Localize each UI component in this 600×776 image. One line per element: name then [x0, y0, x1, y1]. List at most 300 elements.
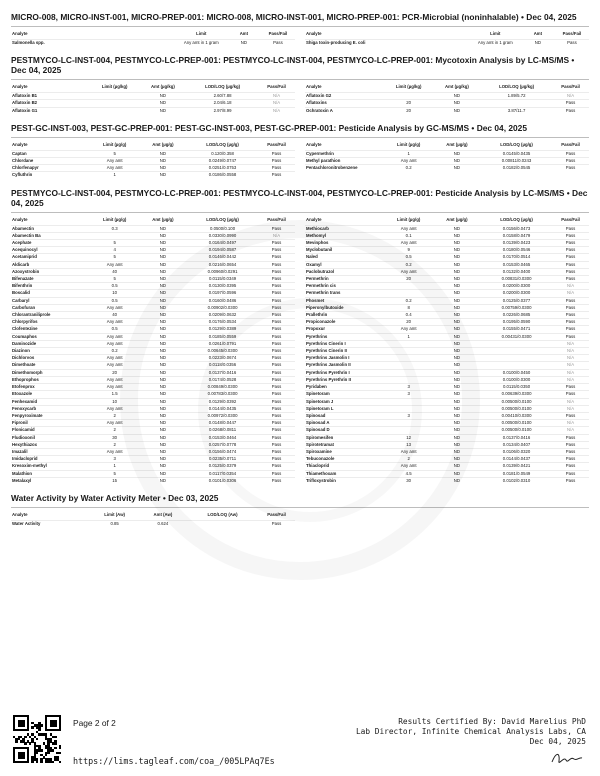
- table-cell: 0.3: [91, 225, 139, 232]
- table-cell: ND: [433, 369, 481, 376]
- table-cell: ND: [139, 268, 187, 275]
- qr-module: [40, 724, 42, 726]
- table-cell: [385, 398, 433, 405]
- table-cell: 0.0125/0.0377: [481, 297, 552, 304]
- table-cell: 0.0139/0.0421: [481, 463, 552, 470]
- table-cell: ND: [433, 232, 481, 239]
- table-cell: Pass: [552, 297, 589, 304]
- table-cell: Pass: [258, 326, 295, 333]
- column-header: Amt (µg/g): [446, 141, 468, 147]
- table-cell: [385, 405, 433, 412]
- table-row: [305, 441, 589, 448]
- analyte-name: Aldicarb: [11, 261, 91, 268]
- table-cell: 0.0144/0.0435: [187, 405, 258, 412]
- column-header: Amt (µg/g): [152, 216, 174, 222]
- table-row: [11, 333, 295, 340]
- column-header: Amt (µg/kg): [151, 84, 175, 90]
- table-cell: 1: [91, 172, 139, 179]
- table-row: [11, 232, 295, 239]
- table-cell: 0.0102/0.0310: [481, 477, 552, 484]
- table-cell: 0.0129/0.0389: [187, 326, 258, 333]
- table-cell: Pass: [258, 384, 295, 391]
- table-cell: 0.0144/0.0437: [481, 456, 552, 463]
- table-cell: ND: [433, 340, 481, 347]
- table-row: [305, 412, 589, 419]
- column-header: Pass/Fail: [561, 216, 580, 222]
- table-cell: ND: [433, 348, 481, 355]
- qr-module: [40, 761, 42, 763]
- table-cell: ND: [433, 362, 481, 369]
- table-cell: Pass: [552, 261, 589, 268]
- table-cell: 2.60/7.88: [187, 93, 258, 100]
- results-column-right: [305, 140, 589, 179]
- table-cell: 0.120/0.358: [187, 150, 258, 157]
- table-row: [305, 348, 589, 355]
- analyte-name: Methomyl: [305, 232, 385, 239]
- table-cell: Pass: [258, 172, 295, 179]
- table-row: [11, 297, 295, 304]
- column-header: Analyte: [12, 31, 28, 36]
- table-cell: 3: [385, 384, 433, 391]
- table-cell: ND: [433, 276, 481, 283]
- table-cell: Pass: [552, 333, 589, 340]
- column-header: Limit (Aw): [104, 511, 125, 517]
- result-section: [11, 188, 589, 484]
- analyte-name: Pentachloronitrobenzene: [305, 165, 385, 172]
- column-header: LOD/LOQ (µg/kg): [205, 84, 241, 90]
- table-cell: ND: [433, 297, 481, 304]
- table-row: [305, 297, 589, 304]
- table-cell: Pass: [258, 290, 295, 297]
- table-cell: Pass: [258, 405, 295, 412]
- table-cell: ND: [433, 165, 481, 172]
- table-cell: 13: [385, 441, 433, 448]
- table-cell: ND: [139, 405, 187, 412]
- table-cell: 0.4: [385, 312, 433, 319]
- table-row: [11, 290, 295, 297]
- table-cell: 3: [385, 391, 433, 398]
- results-table: [11, 215, 295, 484]
- qr-module: [38, 729, 40, 731]
- qr-module: [27, 729, 29, 731]
- table-cell: 0.2: [385, 165, 433, 172]
- table-cell: ND: [139, 477, 187, 484]
- results-column-left: [11, 82, 295, 114]
- table-cell: ND: [139, 441, 187, 448]
- analyte-name: Kresoxim-methyl: [11, 463, 91, 470]
- analyte-name: Permethrin trans: [305, 290, 385, 297]
- table-row: [11, 427, 295, 434]
- qr-module: [52, 749, 54, 751]
- section-columns: [11, 215, 589, 484]
- table-cell: 0.0139/0.0423: [481, 240, 552, 247]
- table-cell: Pass: [552, 158, 589, 165]
- table-cell: 0.00811/0.0243: [481, 158, 552, 165]
- result-section: [11, 493, 589, 527]
- table-cell: 0.0209/0.0632: [187, 312, 258, 319]
- table-cell: 2: [385, 456, 433, 463]
- table-cell: 0.0251/0.0753: [187, 165, 258, 172]
- analyte-name: Propiconazole: [305, 319, 385, 326]
- analyte-name: Fenoxycarb: [11, 405, 91, 412]
- column-header: Pass/Fail: [561, 84, 580, 90]
- table-row: [11, 254, 295, 261]
- table-cell: 0.0100/0.0300: [481, 376, 552, 383]
- table-row: [11, 340, 295, 347]
- table-cell: N/A: [552, 348, 589, 355]
- column-header: Limit (µg/g): [103, 141, 127, 147]
- page-number: Page 2 of 2: [73, 718, 116, 728]
- table-cell: ND: [433, 405, 481, 412]
- table-row: [11, 304, 295, 311]
- analyte-name: Coumaphos: [11, 333, 91, 340]
- table-row: [305, 268, 589, 275]
- table-row: [305, 165, 589, 172]
- table-cell: 0.0137/0.0416: [187, 369, 258, 376]
- table-cell: [187, 520, 258, 527]
- section-title: PESTMYCO-LC-INST-004, PESTMYCO-LC-PREP-001: PESTMYCO-LC-INST-004, PESTMYCO-LC-PREP-001: Pesticide Analysis by LC-MS/MS • Dec 04, 2025: [11, 188, 589, 213]
- table-cell: Pass: [552, 391, 589, 398]
- table-cell: ND: [139, 355, 187, 362]
- table-row: [11, 261, 295, 268]
- table-cell: 10: [91, 290, 139, 297]
- table-row: [305, 340, 589, 347]
- table-cell: Pass: [552, 268, 589, 275]
- table-cell: [481, 340, 552, 347]
- analyte-name: Boscalid: [11, 290, 91, 297]
- table-cell: Pass: [258, 158, 295, 165]
- table-cell: [91, 100, 139, 107]
- table-cell: Pass: [258, 362, 295, 369]
- table-cell: 0.0146/0.0442: [187, 254, 258, 261]
- table-cell: ND: [139, 261, 187, 268]
- table-cell: Pass: [552, 456, 589, 463]
- table-cell: ND: [433, 441, 481, 448]
- table-cell: Pass: [552, 276, 589, 283]
- table-cell: ND: [433, 240, 481, 247]
- table-cell: 0.0101/0.0306: [187, 477, 258, 484]
- table-cell: 0.0176/0.0534: [187, 319, 258, 326]
- table-cell: N/A: [552, 369, 589, 376]
- table-cell: ND: [227, 40, 261, 47]
- result-section: [11, 123, 589, 179]
- table-cell: 3: [385, 412, 433, 419]
- table-row: [11, 405, 295, 412]
- table-cell: 9: [385, 247, 433, 254]
- table-cell: 0.0170/0.0514: [481, 254, 552, 261]
- certified-by: Results Certified By: David Marelius PhD: [398, 717, 586, 726]
- analyte-name: Pyrethrins Pyrethrin I: [305, 369, 385, 376]
- table-cell: 20: [385, 276, 433, 283]
- table-cell: Pass: [258, 355, 295, 362]
- analyte-name: Spiroxamine: [305, 448, 385, 455]
- table-row: [305, 304, 589, 311]
- column-header: Limit (µg/kg): [101, 84, 128, 90]
- table-cell: Pass: [552, 240, 589, 247]
- table-cell: 0.0100/0.0450: [481, 369, 552, 376]
- table-cell: Any amt: [91, 304, 139, 311]
- column-header: Amt (µg/g): [446, 216, 468, 222]
- table-cell: 0.0106/0.0320: [481, 448, 552, 455]
- table-row: [11, 172, 295, 179]
- table-row: [11, 362, 295, 369]
- qr-module: [24, 742, 26, 744]
- analyte-name: Thiamethoxam: [305, 470, 385, 477]
- qr-module: [24, 736, 26, 738]
- table-cell: ND: [433, 254, 481, 261]
- column-header: Limit (µg/g): [397, 141, 421, 147]
- table-cell: [481, 362, 552, 369]
- table-cell: 2: [91, 427, 139, 434]
- results-column-right: [305, 215, 589, 484]
- table-cell: Pass: [258, 376, 295, 383]
- table-cell: 12: [385, 434, 433, 441]
- qr-module: [45, 754, 47, 756]
- analyte-name: Salmonella spp.: [11, 40, 176, 47]
- table-cell: ND: [433, 225, 481, 232]
- table-row: [305, 100, 589, 107]
- table-cell: ND: [521, 40, 555, 47]
- table-row: [11, 165, 295, 172]
- coa-link[interactable]: https://lims.tagleaf.com/coa_/005LPAq7Es: [73, 756, 275, 766]
- table-cell: Pass: [258, 340, 295, 347]
- table-cell: Pass: [258, 225, 295, 232]
- table-row: [305, 225, 589, 232]
- analyte-name: Methyl parathion: [305, 158, 385, 165]
- table-row: [11, 456, 295, 463]
- table-cell: [481, 348, 552, 355]
- table-cell: 0.624: [139, 520, 187, 527]
- table-cell: 0.0185/0.0559: [187, 333, 258, 340]
- table-row: [11, 441, 295, 448]
- analyte-name: Dimethoate: [11, 362, 91, 369]
- table-row: [11, 100, 295, 107]
- column-header: Analyte: [306, 141, 322, 147]
- column-header: LOD/LOQ (Aw): [207, 511, 238, 517]
- analyte-name: Phosmet: [305, 297, 385, 304]
- table-cell: Pass: [258, 348, 295, 355]
- analyte-name: Pyrethrins Cinerin II: [305, 348, 385, 355]
- results-column-right: [305, 82, 589, 114]
- column-header: Amt: [239, 31, 249, 36]
- table-cell: [385, 348, 433, 355]
- column-header: Amt: [533, 31, 543, 36]
- qr-code-icon[interactable]: [13, 715, 61, 763]
- table-row: [11, 348, 295, 355]
- section-title: PEST-GC-INST-003, PEST-GC-PREP-001: PEST-GC-INST-003, PEST-GC-PREP-001: Pesticide Analysis by GC-MS/MS • Dec 04, 2025: [11, 123, 589, 138]
- table-cell: ND: [139, 434, 187, 441]
- table-cell: Pass: [552, 412, 589, 419]
- table-cell: 0.0118/0.0356: [187, 362, 258, 369]
- qr-module: [22, 756, 24, 758]
- table-cell: ND: [139, 297, 187, 304]
- analyte-name: Cypermethrin: [305, 150, 385, 157]
- table-row: [305, 456, 589, 463]
- table-cell: Pass: [258, 319, 295, 326]
- table-cell: N/A: [258, 93, 295, 100]
- table-cell: [385, 369, 433, 376]
- analyte-name: Pyrethrins Cinerin I: [305, 340, 385, 347]
- table-cell: 1.5: [91, 391, 139, 398]
- table-row: [11, 391, 295, 398]
- table-cell: Pass: [552, 247, 589, 254]
- table-cell: 30: [385, 477, 433, 484]
- table-row: [305, 312, 589, 319]
- table-cell: 20: [91, 369, 139, 376]
- table-cell: Any amt: [91, 362, 139, 369]
- table-row: [305, 470, 589, 477]
- table-cell: 0.0223/0.0674: [187, 355, 258, 362]
- column-header: Analyte: [12, 216, 28, 222]
- analyte-name: Oxamyl: [305, 261, 385, 268]
- analyte-name: Pyrethrins Pyrethrin II: [305, 376, 385, 383]
- results-table: [11, 29, 295, 46]
- table-cell: 0.5: [91, 326, 139, 333]
- analyte-name: Water Activity: [11, 520, 91, 527]
- table-row: [305, 355, 589, 362]
- table-cell: 0.00783/0.0300: [187, 391, 258, 398]
- table-cell: 0.00410/0.0300: [481, 412, 552, 419]
- analyte-name: Fenpyroximate: [11, 412, 91, 419]
- table-cell: N/A: [552, 283, 589, 290]
- table-row: [305, 107, 589, 114]
- table-cell: Pass: [552, 254, 589, 261]
- table-row: [11, 398, 295, 405]
- table-cell: ND: [433, 355, 481, 362]
- table-cell: ND: [139, 290, 187, 297]
- analyte-name: Myclobutanil: [305, 247, 385, 254]
- table-cell: 0.0500/0.100: [187, 225, 258, 232]
- page-footer: [0, 708, 600, 776]
- table-cell: ND: [433, 420, 481, 427]
- table-cell: N/A: [258, 107, 295, 114]
- table-cell: Pass: [552, 463, 589, 470]
- table-cell: ND: [139, 427, 187, 434]
- table-cell: [481, 100, 552, 107]
- table-cell: Pass: [555, 40, 589, 47]
- qr-module: [54, 742, 56, 744]
- table-cell: ND: [433, 456, 481, 463]
- qr-module: [47, 752, 49, 754]
- analyte-name: Naled: [305, 254, 385, 261]
- table-cell: 2: [91, 412, 139, 419]
- table-row: [11, 470, 295, 477]
- table-cell: Pass: [258, 254, 295, 261]
- table-cell: ND: [433, 398, 481, 405]
- table-cell: [385, 290, 433, 297]
- table-row: [305, 158, 589, 165]
- analyte-name: Aflatoxin G1: [11, 107, 91, 114]
- column-header: Pass/Fail: [267, 511, 286, 517]
- table-cell: Pass: [258, 276, 295, 283]
- table-cell: ND: [433, 384, 481, 391]
- table-cell: 0.0164/0.0497: [187, 240, 258, 247]
- table-row: [11, 420, 295, 427]
- column-header: Limit (µg/g): [397, 216, 421, 222]
- table-cell: Pass: [258, 247, 295, 254]
- table-cell: Pass: [552, 232, 589, 239]
- table-cell: ND: [433, 93, 481, 100]
- table-row: [305, 150, 589, 157]
- table-cell: Any amt: [91, 405, 139, 412]
- column-header: Amt (µg/g): [152, 141, 174, 147]
- qr-module: [59, 729, 61, 731]
- table-cell: 0.00500/0.0100: [481, 398, 552, 405]
- table-row: [305, 261, 589, 268]
- analyte-name: Chlorantraniliprole: [11, 312, 91, 319]
- lab-director: Lab Director, Infinite Chemical Analysis Labs, CA: [355, 727, 586, 736]
- table-row: [305, 232, 589, 239]
- table-cell: ND: [433, 283, 481, 290]
- analyte-name: Pyrethrins: [305, 333, 385, 340]
- table-cell: Pass: [552, 312, 589, 319]
- analyte-name: Aflatoxin G2: [305, 93, 385, 100]
- table-cell: Pass: [258, 427, 295, 434]
- analyte-name: Fipronil: [11, 420, 91, 427]
- column-header: Analyte: [12, 141, 28, 147]
- table-cell: ND: [433, 268, 481, 275]
- table-cell: ND: [139, 326, 187, 333]
- table-cell: N/A: [258, 232, 295, 239]
- table-cell: ND: [139, 340, 187, 347]
- table-cell: ND: [139, 333, 187, 340]
- table-cell: 1: [385, 333, 433, 340]
- section-columns: [11, 29, 589, 46]
- table-cell: Pass: [552, 470, 589, 477]
- qr-module: [29, 742, 31, 744]
- table-cell: 1.89/5.72: [481, 93, 552, 100]
- analyte-name: Pyridaben: [305, 384, 385, 391]
- results-sections: [11, 12, 589, 527]
- analyte-name: Cyfluthrin: [11, 172, 91, 179]
- table-row: [305, 405, 589, 412]
- qr-module: [52, 761, 54, 763]
- table-cell: ND: [139, 376, 187, 383]
- table-cell: ND: [433, 477, 481, 484]
- results-column-left: [11, 29, 295, 46]
- table-cell: ND: [433, 333, 481, 340]
- table-cell: [385, 340, 433, 347]
- column-header: Limit (µg/kg): [395, 84, 422, 90]
- table-cell: Pass: [258, 312, 295, 319]
- table-cell: ND: [139, 232, 187, 239]
- section-columns: [11, 82, 589, 114]
- table-row: [11, 107, 295, 114]
- qr-module: [59, 761, 61, 763]
- table-cell: N/A: [552, 420, 589, 427]
- table-row: [11, 240, 295, 247]
- table-row: [305, 369, 589, 376]
- table-cell: 0.0148/0.0447: [187, 420, 258, 427]
- table-cell: Pass: [258, 477, 295, 484]
- analyte-name: Metalaxyl: [11, 477, 91, 484]
- table-row: [11, 376, 295, 383]
- table-cell: 0.00431/0.0300: [481, 333, 552, 340]
- table-cell: N/A: [552, 405, 589, 412]
- table-cell: Pass: [258, 434, 295, 441]
- table-cell: 2: [91, 441, 139, 448]
- column-header: LOD/LOQ (µg/g): [206, 141, 239, 147]
- table-cell: Any amt: [91, 261, 139, 268]
- table-cell: 0.0180/0.0546: [481, 247, 552, 254]
- certified-date: Dec 04, 2025: [529, 737, 586, 746]
- analyte-name: Dichlorvos: [11, 355, 91, 362]
- results-table: [11, 82, 295, 114]
- table-cell: 0.5: [91, 283, 139, 290]
- qr-module: [54, 724, 56, 726]
- results-table: [11, 510, 295, 527]
- table-cell: Any amt: [91, 333, 139, 340]
